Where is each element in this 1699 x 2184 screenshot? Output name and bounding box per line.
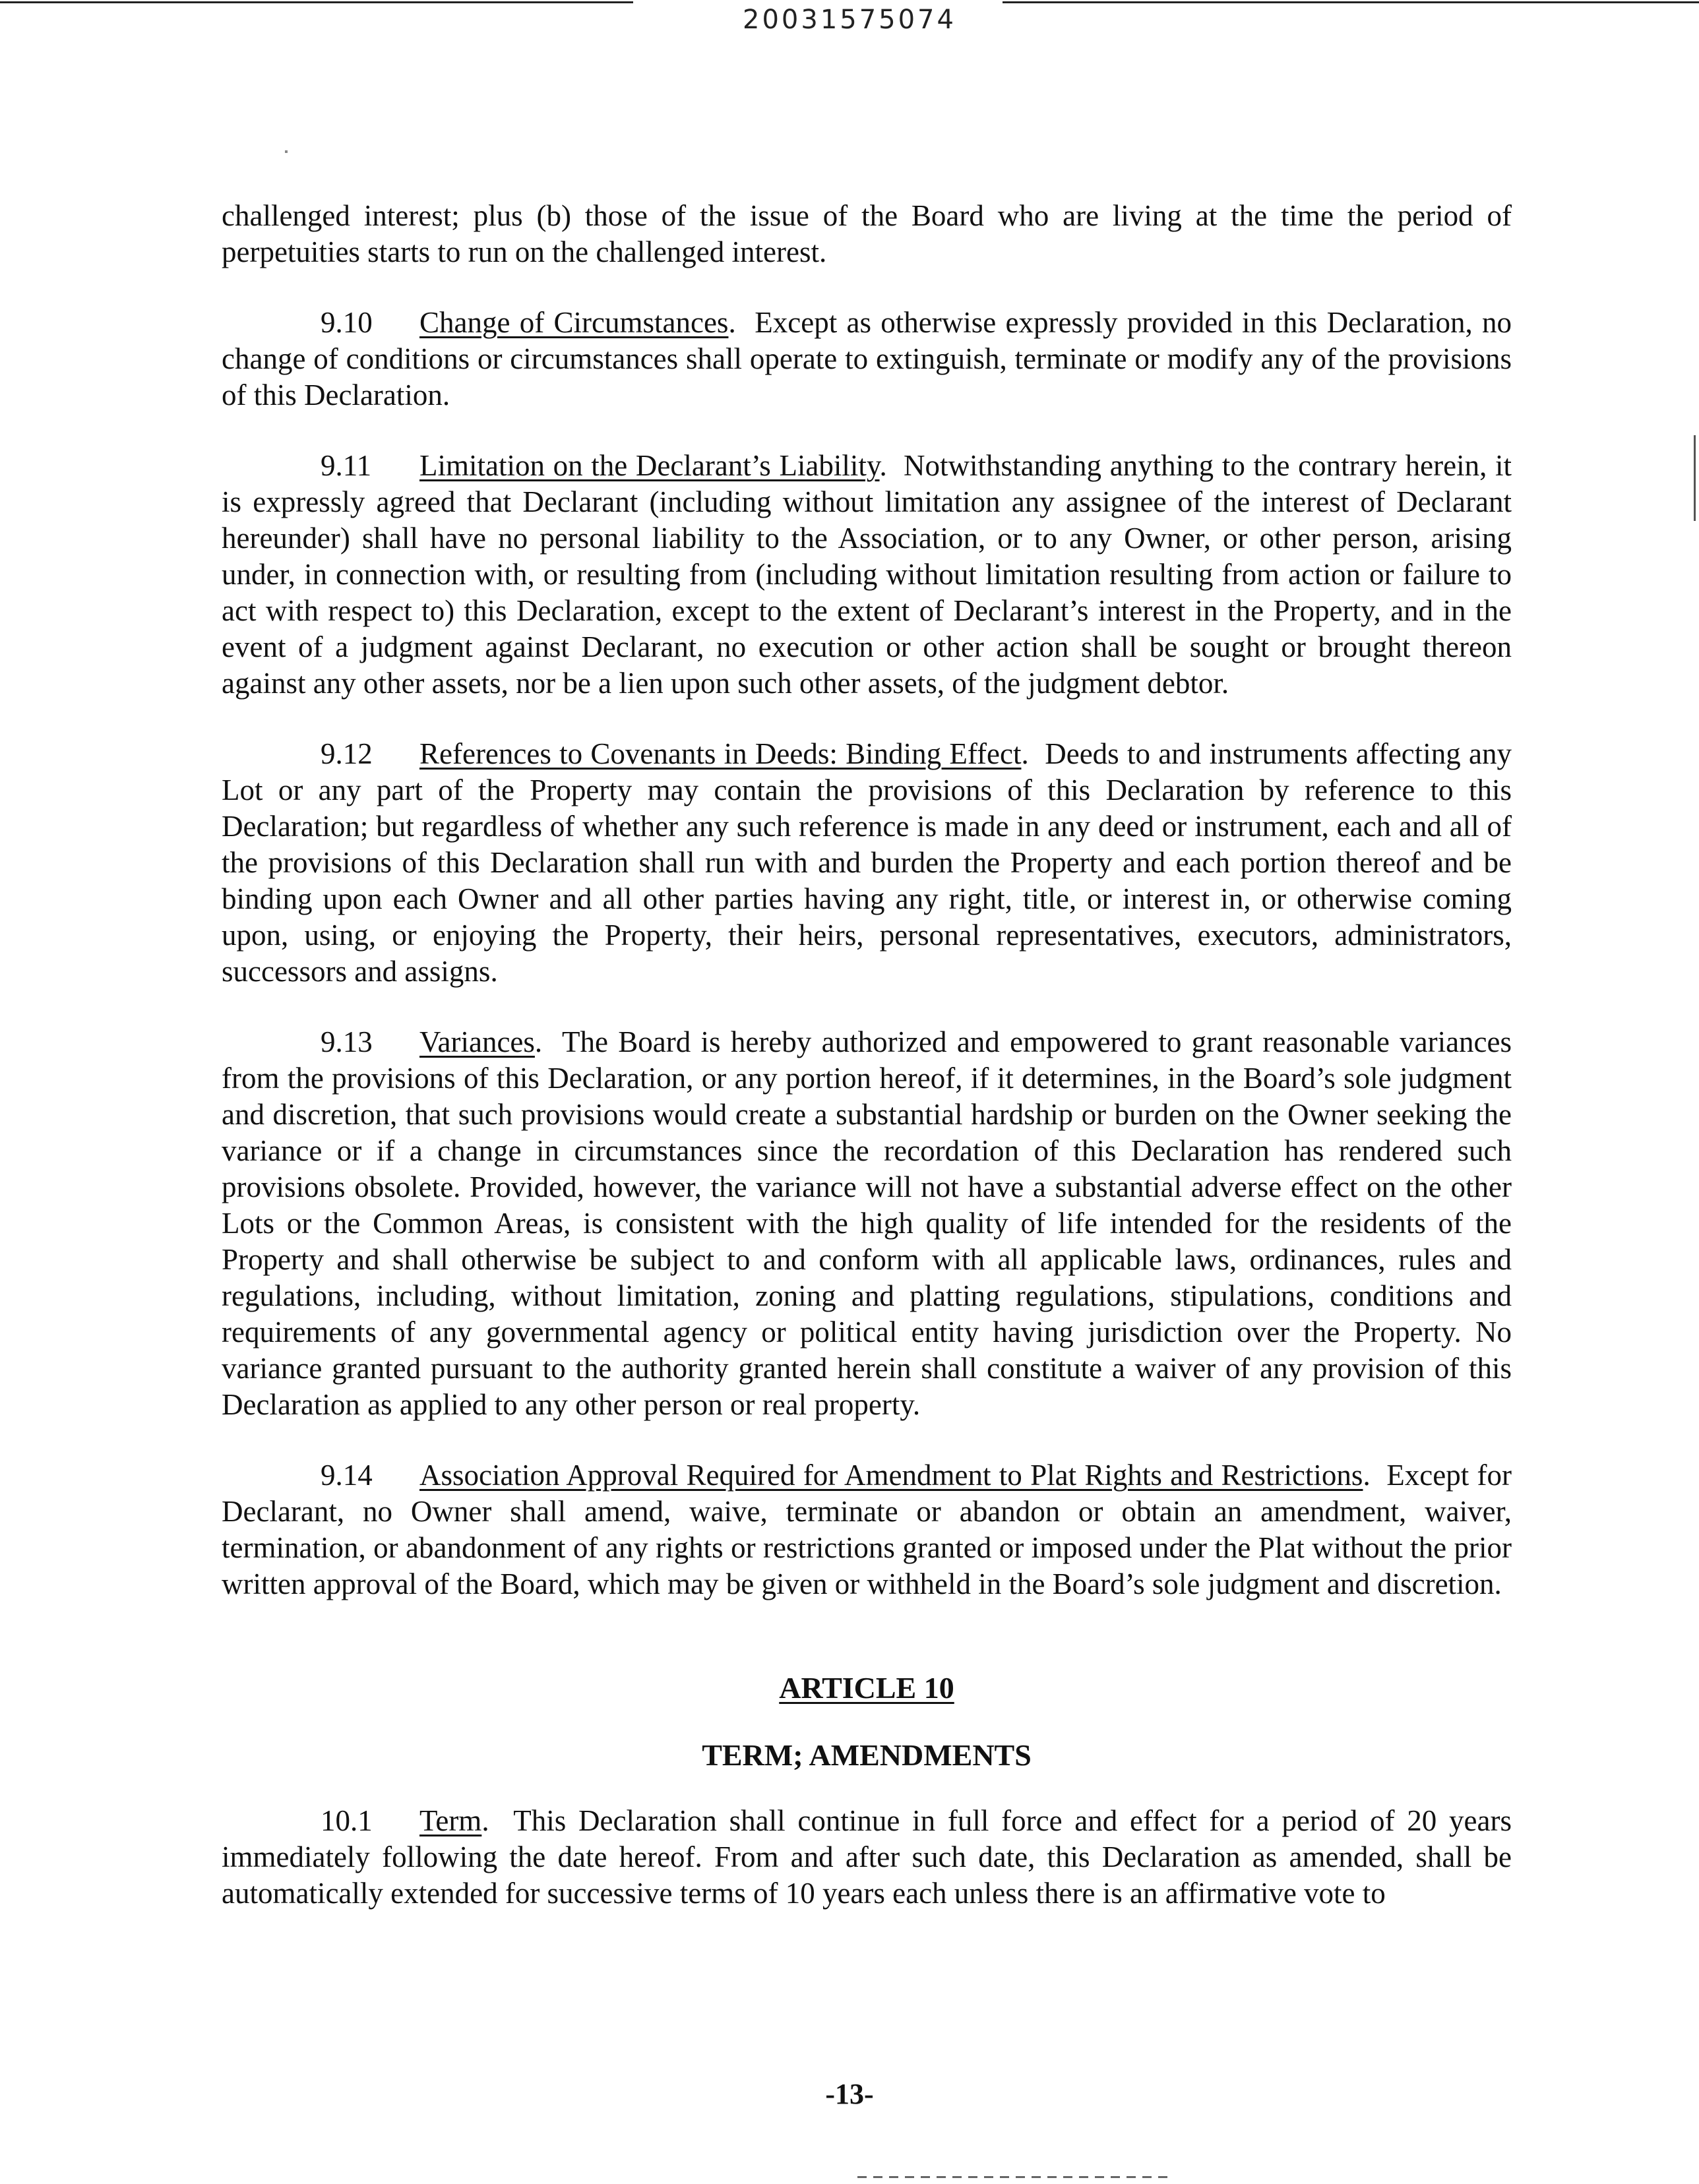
section-text: Notwithstanding anything to the contrary herein, it is expressly agreed that Declarant (including without limitation any assignee of the interest of Declarant hereunder) shall have no personal liability to the Association, or to any Owner, or other person, arising under, in connection with, or resulting from (including without limitation resulting from action or failure to act with respect to) this Declaration, except to the extent of Declarant’s interest in the Property, and in the event of a judgment against Declarant, no execution or other action shall be sought or brought thereon against any other assets, nor be a lien upon such other assets, of the judgment debtor. — [222, 449, 1512, 700]
article-subheading: TERM; AMENDMENTS — [702, 1738, 1032, 1772]
section-9-13: 9.13 Variances. The Board is hereby authorized and empowered to grant reasonable variances from the provisions of this Declaration, or any portion hereof, if it determines, in the Board’s sole judgment and discretion, that such provisions would create a substantial hardship or burden on the Owner seeking the variance or if a change in circumstances since the recordation of this Declaration has rendered such provisions obsolete. Provided, however, the variance will not have a substantial adverse effect on the other Lots or the Common Areas, is consistent with the high quality of life intended for the residents of the Property and shall otherwise be subject to and conform with all applicable laws, ordinances, rules and regulations, including, without limitation, zoning and platting regulations, stipulations, conditions and requirements of any governmental agency or political entity having jurisdiction over the Property. No variance granted pursuant to the authority granted herein shall constitute a waiver of any provision of this Declaration as applied to any other person or real property. — [222, 1025, 1512, 1421]
scan-edge-mark — [1694, 435, 1696, 521]
section-number: 9.11 — [321, 449, 372, 482]
section-title: Variances — [419, 1025, 535, 1058]
section-title: References to Covenants in Deeds: Binding Effect — [419, 737, 1022, 770]
section-text: The Board is hereby authorized and empowered to grant reasonable variances from the provisions of this Declaration, or any portion hereof, if it determines, in the Board’s sole judgment and discretion, that such provisions would create a substantial hardship or burden on the Owner seeking the variance or if a change in circumstances since the recordation of this Declaration has rendered such provisions obsolete. Provided, however, the variance will not have a substantial adverse effect on the other Lots or the Common Areas, is consistent with the high quality of life intended for the residents of the Property and shall otherwise be subject to and conform with all applicable laws, ordinances, rules and regulations, including, without limitation, zoning and platting regulations, stipulations, conditions and requirements of any governmental agency or political entity having jurisdiction over the Property. No variance granted pursuant to the authority granted herein shall constitute a waiver of any provision of this Declaration as applied to any other person or real property. — [222, 1025, 1512, 1421]
document-body — [222, 198, 1512, 1946]
section-9-11: 9.11 Limitation on the Declarant’s Liability. Notwithstanding anything to the contrary herein, it is expressly agreed that Declarant (including without limitation any assignee of the interest of Declarant hereunder) shall have no personal liability to the Association, or to any Owner, or other person, arising under, in connection with, or resulting from (including without limitation resulting from action or failure to act with respect to) this Declaration, except to the extent of Declarant’s interest in the Property, and in the event of a judgment against Declarant, no execution or other action shall be sought or brought thereon against any other assets, nor be a lien upon such other assets, of the judgment debtor. — [222, 449, 1512, 700]
section-9-14: 9.14 Association Approval Required for Amendment to Plat Rights and Restrictions. Except for Declarant, no Owner shall amend, waive, terminate or abandon or obtain an amendment, waiver, termination, or abandonment of any rights or restrictions granted or imposed under the Plat without the prior written approval of the Board, which may be given or withheld in the Board’s sole judgment and discretion. — [222, 1459, 1512, 1600]
section-title: Term — [419, 1804, 482, 1837]
document-number: 20031575074 — [743, 5, 956, 35]
article-heading: ARTICLE 10 — [779, 1671, 954, 1705]
footer-scan-rule — [857, 2176, 1174, 2178]
section-number: 9.10 — [321, 306, 373, 339]
section-text: Deeds to and instruments affecting any Lot or any part of the Property may contain the provisions of this Declaration by reference to this Declaration; but regardless of whether any such reference is made in any deed or instrument, each and all of the provisions of this Declaration shall run with and burden the Property and each portion thereof and be binding upon each Owner and all other parties having any right, title, or interest in, or otherwise coming upon, using, or enjoying the Property, their heirs, personal representatives, executors, administrators, successors and assigns. — [222, 737, 1512, 988]
section-title: Limitation on the Declarant’s Liability — [419, 449, 880, 482]
section-number: 10.1 — [321, 1804, 373, 1837]
section-number: 9.14 — [321, 1459, 373, 1492]
page-number: -13- — [825, 2078, 874, 2110]
section-10-1: 10.1 Term. This Declaration shall continue in full force and effect for a period of 20 years immediately following the date hereof. From and after such date, this Declaration as amended, shall be automatically extended for successive terms of 10 years each unless there is an affirmative vote to — [222, 1804, 1512, 1910]
scan-speck — [285, 150, 288, 153]
section-text: Except for Declarant, no Owner shall amend, waive, terminate or abandon or obtain an amendment, waiver, termination, or abandonment of any rights or restrictions granted or imposed under the Plat without the prior written approval of the Board, which may be given or withheld in the Board’s sole judgment and discretion. — [222, 1459, 1512, 1600]
section-9-10: 9.10 Change of Circumstances. Except as otherwise expressly provided in this Declaration, no change of conditions or circumstances shall operate to extinguish, terminate or modify any of the provisions of this Declaration. — [222, 306, 1512, 411]
section-title: Association Approval Required for Amendment to Plat Rights and Restrictions — [419, 1459, 1363, 1492]
section-text: This Declaration shall continue in full force and effect for a period of 20 years immediately following the date hereof. From and after such date, this Declaration as amended, shall be automatically extended for successive terms of 10 years each unless there is an affirmative vote to — [222, 1804, 1512, 1910]
section-9-12: 9.12 References to Covenants in Deeds: Binding Effect. Deeds to and instruments affecting any Lot or any part of the Property may contain the provisions of this Declaration by reference to this Declaration; but regardless of whether any such reference is made in any deed or instrument, each and all of the provisions of this Declaration shall run with and burden the Property and each portion thereof and be binding upon each Owner and all other parties having any right, title, or interest in, or otherwise coming upon, using, or enjoying the Property, their heirs, personal representatives, executors, administrators, successors and assigns. — [222, 737, 1512, 988]
section-title: Change of Circumstances — [419, 306, 729, 339]
section-text: Except as otherwise expressly provided in this Declaration, no change of conditions or circumstances shall operate to extinguish, terminate or modify any of the provisions of this Declaration. — [222, 306, 1512, 411]
section-number: 9.13 — [321, 1025, 373, 1058]
intro-paragraph: challenged interest; plus (b) those of the issue of the Board who are living at the time the period of perpetuities starts to run on the challenged interest. — [222, 199, 1512, 268]
section-number: 9.12 — [321, 737, 373, 770]
